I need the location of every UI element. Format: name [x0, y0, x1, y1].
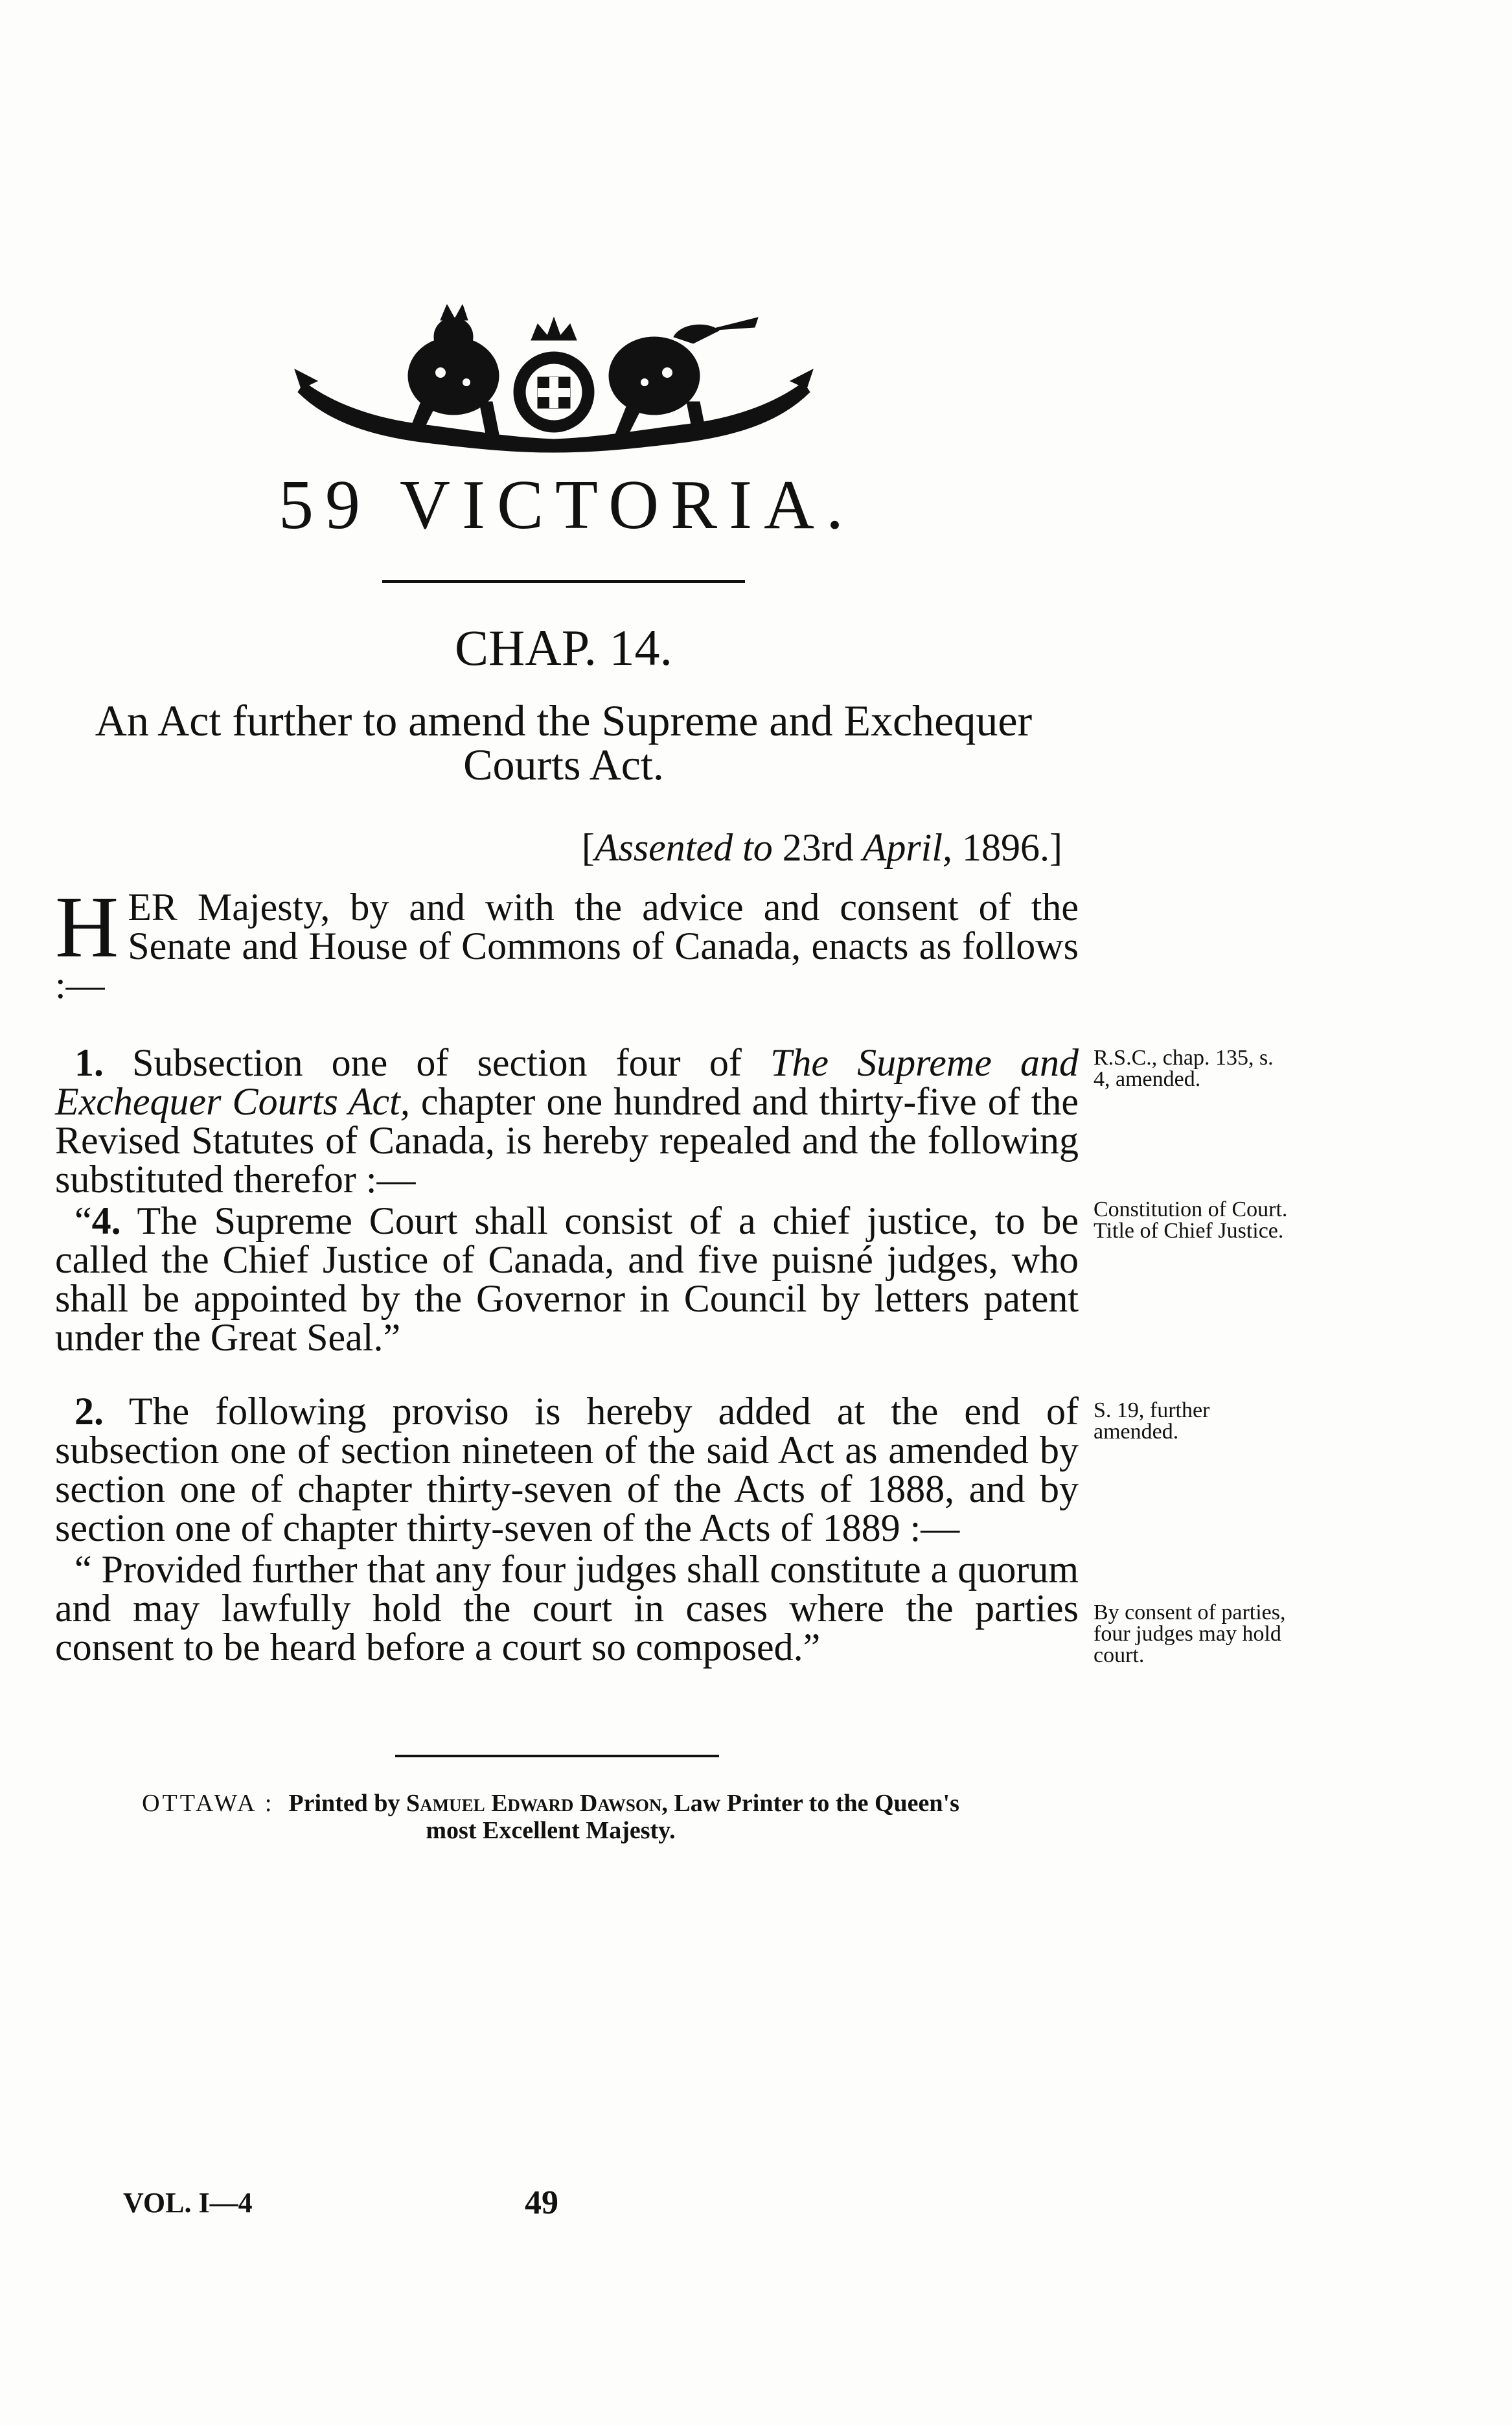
- imprint-printed-by: Printed by: [288, 1790, 400, 1817]
- chapter-number: CHAP. 14.: [455, 619, 672, 676]
- quote-mark: “: [74, 1199, 92, 1242]
- quoted-provision-text: The Supreme Court shall consist of a chief justice, to be called the Chief Justice of Canada, and five puisné judges, who shall be appointed by the Governor in Council by letters patent under the Great Seal.”: [55, 1199, 1079, 1359]
- imprint-line-1: [65, 1790, 1037, 1817]
- assent-text-a: Assented to: [594, 826, 783, 869]
- section-number: 2.: [74, 1390, 104, 1433]
- enacting-clause: [55, 879, 1079, 1006]
- marginal-note: Constitution of Court. Title of Chief Justice.: [1094, 1197, 1288, 1243]
- assent-day: 23rd: [782, 826, 854, 869]
- act-short-title: The Supreme and Exchequer Courts Act,: [55, 1041, 1079, 1123]
- section-2-paragraph: [55, 1392, 1079, 1547]
- assent-date: [531, 822, 1062, 873]
- page-number: 49: [525, 2184, 558, 2221]
- imprint-line-2-text: most Excellent Majesty.: [426, 1817, 676, 1844]
- drop-cap: H: [55, 879, 119, 976]
- marginal-note: By consent of parties, four judges may hold court.: [1094, 1600, 1286, 1667]
- header-divider: [382, 580, 745, 583]
- section-1: [55, 1043, 1079, 1357]
- regnal-year-heading: 59 VICTORIA.: [279, 467, 856, 544]
- imprint-place: OTTAWA :: [142, 1790, 275, 1817]
- act-title-line-1: An Act further to amend the Supreme and Exchequer: [95, 696, 1033, 745]
- section-1-text-cont: chapter one hundred and thirty-five of the Revised Statutes of Canada, is hereby repealed and the following substituted therefor :—: [55, 1080, 1079, 1201]
- section-1-quoted-provision: [55, 1201, 1079, 1357]
- act-title-line-2: Courts Act.: [463, 740, 664, 789]
- printer-title: Law Printer to the Queen's: [674, 1790, 959, 1817]
- volume-marker: VOL. I—4: [123, 2187, 253, 2219]
- imprint-line-2: [65, 1817, 1037, 1844]
- act-title: [39, 696, 1088, 789]
- royal-coat-of-arms-emblem: [292, 305, 816, 454]
- enacting-clause-text: ER Majesty, by and with the advice and consent of the Senate and House of Commons of Canada, enacts as follows :—: [55, 886, 1079, 1006]
- marginal-note: R.S.C., chap. 135, s. 4, amended.: [1094, 1046, 1274, 1091]
- quoted-section-number: 4.: [91, 1199, 121, 1242]
- assent-bracket: [: [581, 826, 595, 869]
- section-2: [55, 1392, 1079, 1667]
- section-2-text: The following proviso is hereby added at the end of subsection one of section nineteen of the said Act as amended by section one of chapter thirty-seven of the Acts of 1888, and by section one of chapter thirty-seven of the Acts of 1889 :—: [55, 1390, 1079, 1549]
- footer-divider: [395, 1755, 719, 1757]
- marginal-note: S. 19, further amended.: [1094, 1398, 1210, 1444]
- printer-imprint: [65, 1790, 1037, 1844]
- assent-year: 1896.]: [952, 826, 1062, 869]
- section-number: 1.: [74, 1041, 104, 1084]
- printer-name: Samuel Edward Dawson,: [406, 1790, 668, 1817]
- assent-text-b: April,: [853, 826, 953, 869]
- section-2-proviso: “ Provided further that any four judges shall constitute a quorum and may lawfully hold the court in cases where the parties consent to be heard before a court so composed.”: [55, 1548, 1079, 1669]
- section-1-paragraph: [55, 1043, 1079, 1199]
- section-1-text: Subsection one of section four of: [104, 1041, 770, 1084]
